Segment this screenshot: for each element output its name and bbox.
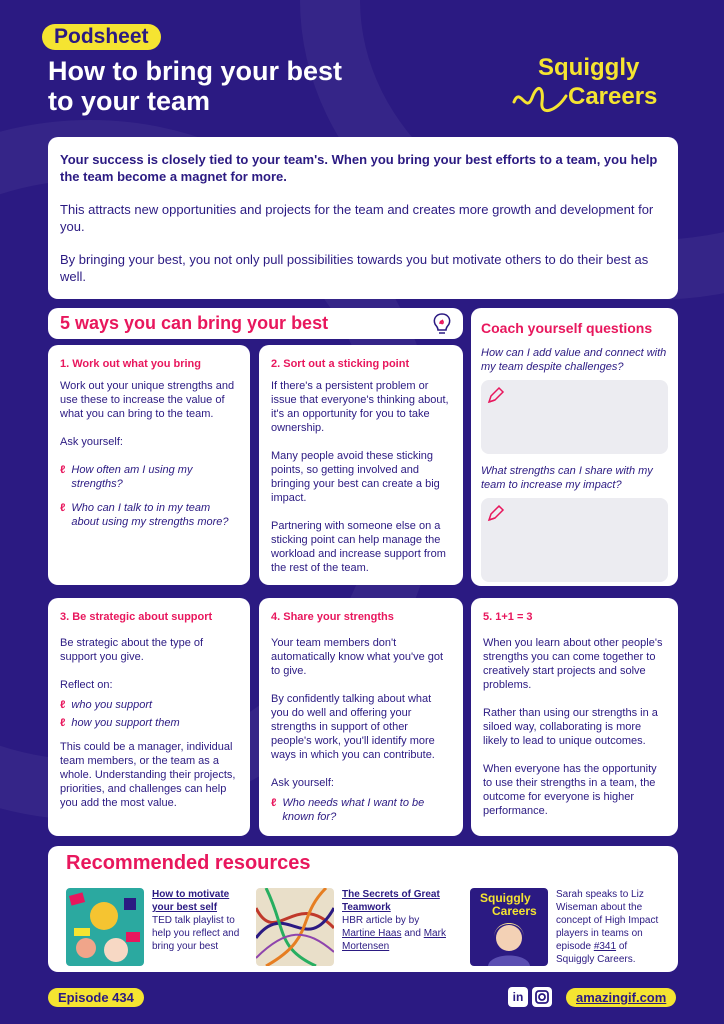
way-text: By confidently talking about what you do well and offering your strengths in support of other people's work, you'll identify more ways in which you can contribute. — [271, 693, 435, 761]
camera-glyph-icon — [532, 987, 552, 1007]
way-title: 1. Work out what you bring — [60, 358, 201, 370]
squiggle-bullet-icon: ℓ — [60, 464, 66, 476]
question-item — [60, 463, 238, 491]
way-text: Many people avoid these sticking points, so getting involved and bringing your best can create a big impact. — [271, 450, 440, 504]
way-text: If there's a persistent problem or issue that everyone's thinking about, it's an opportunity for you to take ownership. — [271, 380, 449, 434]
instagram-icon[interactable] — [532, 987, 552, 1007]
podcast-thumbnail-image — [470, 888, 548, 966]
squiggle-bullet-icon: ℓ — [60, 699, 66, 711]
ted-thumbnail-image — [66, 888, 144, 966]
way-title: 5. 1+1 = 3 — [483, 611, 533, 623]
question-text: Who can I talk to in my team about using my strengths more? — [71, 502, 229, 528]
way-card-5 — [471, 598, 678, 836]
website-link[interactable]: amazingif.com — [566, 988, 676, 1007]
reflect-label: Reflect on: — [60, 679, 113, 691]
illustration-icon — [66, 888, 144, 966]
logo-text-bottom: Careers — [568, 83, 658, 110]
squiggly-careers-logo — [512, 54, 682, 116]
reflect-text: who you support — [71, 699, 153, 711]
way-title: 2. Sort out a sticking point — [271, 358, 410, 370]
way-card-4 — [259, 598, 463, 836]
page-title — [48, 56, 448, 116]
way-text: Partnering with someone else on a sticking point can help manage the workload and increase support from the rest of the team. — [271, 520, 446, 574]
way-text: This could be a manager, individual team members, or the team as a whole. Understanding their projects, priorities, and challenges can help you add the most value. — [60, 741, 236, 809]
episode-badge: Episode 434 — [48, 988, 144, 1007]
way-text: Rather than using our strengths in a siloed way, collaborating is more likely to lead to unique outcomes. — [483, 707, 658, 747]
reflect-item — [60, 698, 238, 712]
squiggle-bullet-icon: ℓ — [60, 502, 66, 514]
ways-section-header — [48, 308, 463, 339]
coach-title: Coach yourself questions — [481, 320, 653, 336]
squiggle-bullet-icon: ℓ — [60, 717, 66, 729]
intro-paragraph: By bringing your best, you not only pull possibilities towards you but motivate others to do their best as well. — [60, 252, 649, 284]
resource-description: of Squiggly Careers. — [556, 941, 636, 965]
logo-text-top: Squiggly — [538, 54, 640, 81]
pencil-icon — [487, 504, 505, 522]
way-text: Be strategic about the type of support you give. — [60, 637, 204, 663]
way-text: Work out your unique strengths and use these to increase the value of what you can bring to the team. — [60, 380, 235, 420]
ways-heading: 5 ways you can bring your best — [60, 313, 329, 333]
lightbulb-icon — [431, 312, 453, 336]
resource-link[interactable]: The Secrets of Great Teamwork — [342, 889, 440, 913]
way-title: 4. Share your strengths — [271, 611, 394, 623]
resource-description: HBR article by by — [342, 915, 420, 926]
pencil-icon — [487, 386, 505, 404]
coach-question: How can I add value and connect with my team despite challenges? — [481, 347, 667, 373]
ask-yourself-label: Ask yourself: — [60, 436, 123, 448]
title-line-2: to your team — [48, 86, 211, 116]
question-item — [60, 501, 238, 529]
way-card-1 — [48, 345, 250, 585]
way-title: 3. Be strategic about support — [60, 611, 213, 623]
author-link[interactable]: Mark Mortensen — [342, 928, 446, 952]
way-text: Your team members don't automatically know what you've got to give. — [271, 637, 444, 677]
question-text: How often am I using my strengths? — [71, 464, 193, 490]
thumbnail-logo-bottom: Careers — [492, 904, 537, 918]
thumbnail-logo-top: Squiggly — [480, 891, 531, 905]
squiggle-icon — [512, 84, 568, 114]
resources-title: Recommended resources — [66, 852, 311, 874]
resource-description: TED talk playlist to help you reflect and bring your best — [152, 915, 240, 952]
squiggle-bullet-icon: ℓ — [271, 797, 277, 809]
intro-lead: Your success is closely tied to your team's. When you bring your best efforts to a team, you help the team become a magnet for more. — [60, 152, 658, 184]
ask-yourself-label: Ask yourself: — [271, 777, 334, 789]
answer-box[interactable] — [481, 380, 668, 454]
episode-link[interactable]: #341 — [593, 941, 617, 952]
way-card-2 — [259, 345, 463, 585]
answer-box[interactable] — [481, 498, 668, 582]
reflect-text: how you support them — [71, 717, 180, 729]
intro-paragraph: This attracts new opportunities and projects for the team and creates more growth and development for you. — [60, 202, 654, 234]
hbr-thumbnail-image — [256, 888, 334, 966]
resources-card — [48, 846, 678, 972]
intro-card — [48, 137, 678, 299]
reflect-item — [60, 716, 238, 730]
question-item — [271, 796, 451, 824]
coach-question: What strengths can I share with my team to increase my impact? — [481, 465, 653, 491]
author-link[interactable]: Martine Haas — [342, 928, 402, 939]
podsheet-tag: Podsheet — [42, 24, 161, 50]
guest-portrait-icon — [470, 888, 548, 966]
question-text: Who needs what I want to be known for? — [282, 797, 425, 823]
linkedin-icon[interactable]: in — [508, 987, 528, 1007]
way-text: When you learn about other people's strengths you can come together to creatively start projects and solve problems. — [483, 637, 663, 691]
coach-questions-card — [471, 308, 678, 586]
way-card-3 — [48, 598, 250, 836]
resource-description: Sarah speaks to Liz Wiseman about the concept of High Impact players in teams on episode — [556, 889, 659, 952]
title-line-1: How to bring your best — [48, 56, 342, 86]
way-text: When everyone has the opportunity to use their strengths in a team, the outcome for everyone is higher performance. — [483, 763, 657, 817]
tangled-lines-icon — [256, 888, 334, 966]
resource-link[interactable]: How to motivate your best self — [152, 889, 230, 913]
resource-description: and — [404, 928, 421, 939]
